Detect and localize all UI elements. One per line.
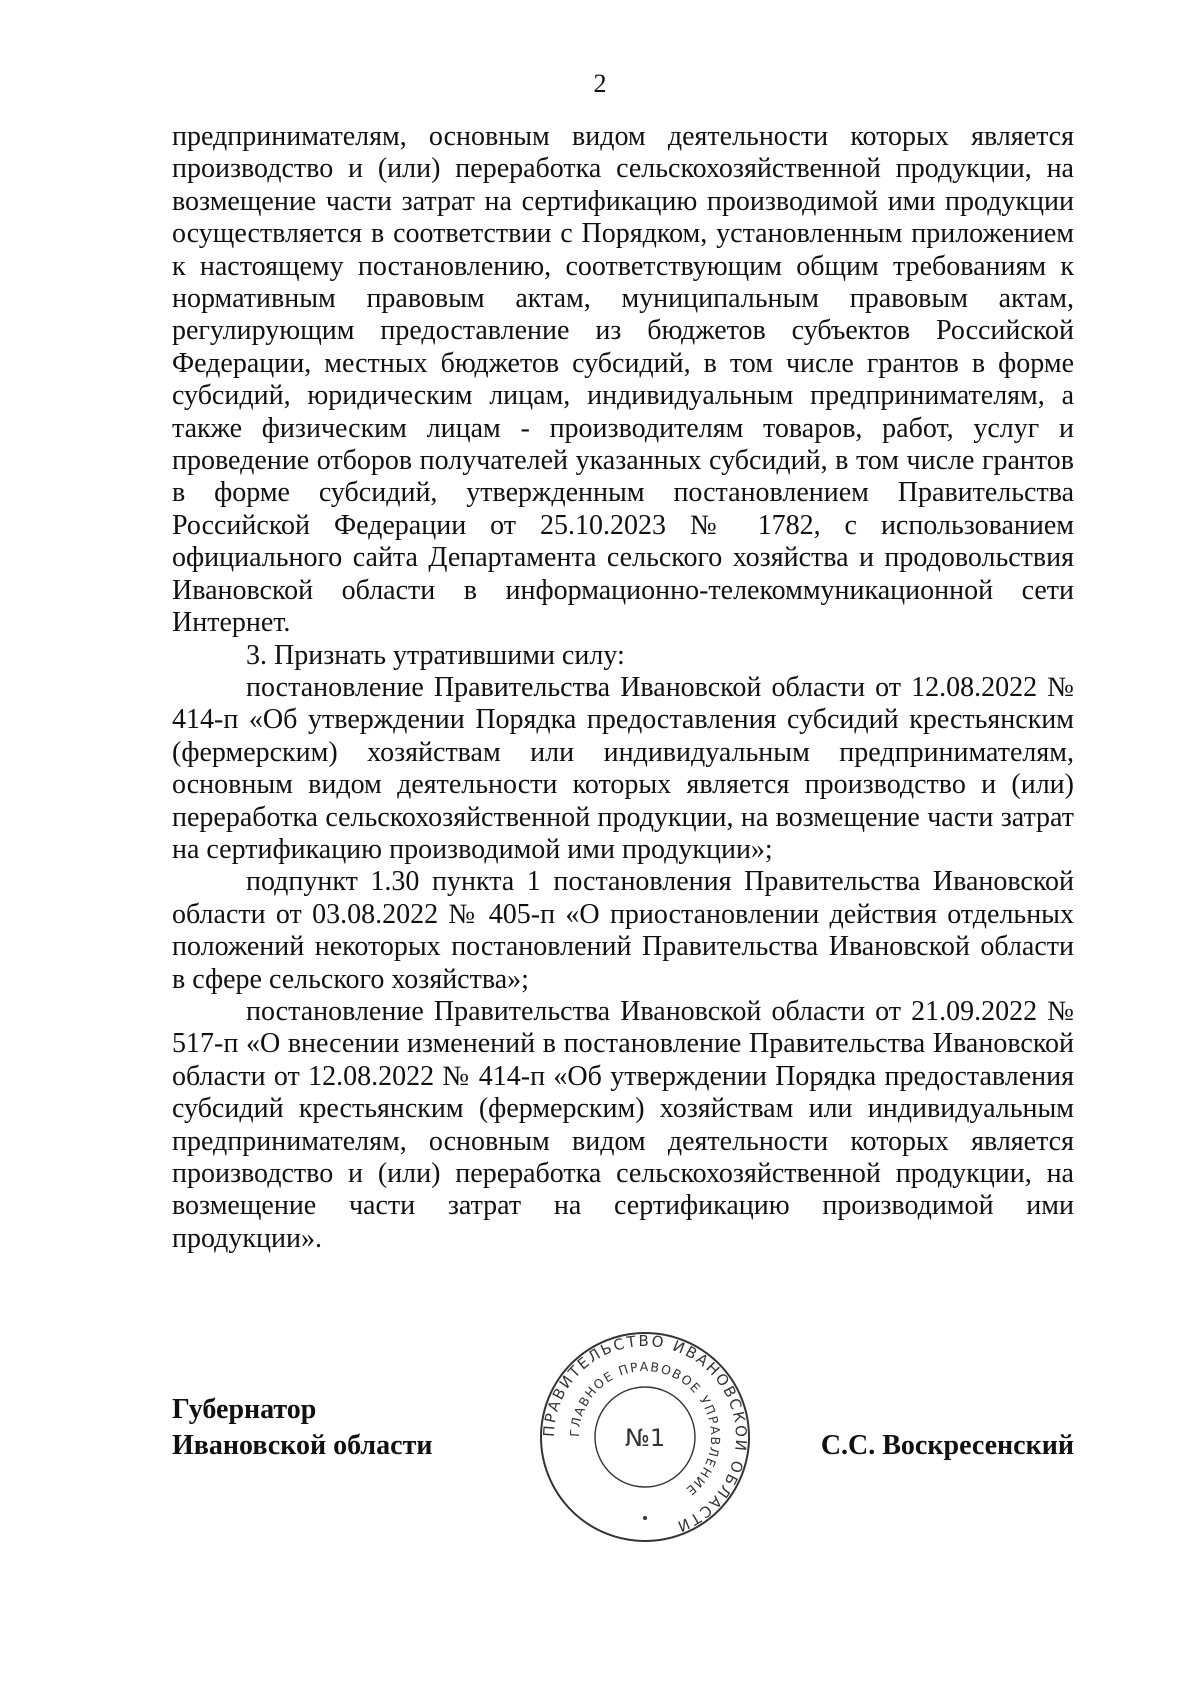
seal-inner-text-path: ГЛАВНОЕ ПРАВОВОЕ УПРАВЛЕНИЕ: [566, 1358, 724, 1500]
page-number: 2: [593, 69, 607, 98]
paragraph: 3. Признать утратившими силу:: [246, 639, 625, 671]
signatory-title: [172, 1392, 432, 1464]
signatory-title-line: Ивановской области: [172, 1430, 433, 1461]
paragraph: постановление Правительства Ивановской области от 12.08.2022 № 414-п «Об утверждении Порядка предоставления субсидий крестьянским (фермерским) хозяйствам или индивидуальным предпринимателям, основным видом деятельности которых является производство и (или) переработка сельскохозяйственной продукции, на возмещение части затрат на сертификацию производимой ими продукции»;: [172, 671, 1074, 865]
signatory-name: С.С. Воскресенский: [820, 1430, 1074, 1461]
official-seal-icon: [535, 1330, 755, 1545]
paragraph: предпринимателям, основным видом деятельности которых является производство и (или) переработка сельскохозяйственной продукции, на возмещение части затрат на сертификацию производимой ими продукции осуществляется в соответствии с Порядком, установленным приложением к настоящему постановлению, соответствующим общим требованиям к нормативным правовым актам, муниципальным правовым актам, регулирующим предоставление из бюджетов субъектов Российской Федерации, местных бюджетов субсидий, в том числе грантов в форме субсидий, юридическим лицам, индивидуальным предпринимателям, а также физическим лицам - производителям товаров, работ, услуг и проведение отборов получателей указанных субсидий, в том числе грантов в форме субсидий, утвержденным постановлением Правительства Российской Федерации от 25.10.2023 № 1782, с использованием официального сайта Департамента сельского хозяйства и продовольствия Ивановской области в информационно-телекоммуникационной сети Интернет.: [172, 121, 1074, 639]
seal-number: №1: [624, 1424, 666, 1452]
signatory-title-line: Губернатор: [172, 1394, 317, 1425]
paragraph: постановление Правительства Ивановской области от 21.09.2022 № 517-п «О внесении изменений в постановление Правительства Ивановской области от 12.08.2022 № 414-п «Об утверждении Порядка предоставления субсидий крестьянским (фермерским) хозяйствам или индивидуальным предпринимателям, основным видом деятельности которых является производство и (или) переработка сельскохозяйственной продукции, на возмещение части затрат на сертификацию производимой ими продукции».: [172, 995, 1074, 1254]
document-body: [172, 121, 1074, 1255]
seal-outer-text-path: ПРАВИТЕЛЬСТВО ИВАНОВСКОЙ ОБЛАСТИ: [539, 1331, 751, 1537]
paragraph: подпункт 1.30 пункта 1 постановления Правительства Ивановской области от 03.08.2022 № 405-п «О приостановлении действия отдельных положений некоторых постановлений Правительства Ивановской области в сфере сельского хозяйства»;: [172, 866, 1074, 995]
seal-dot: [643, 1516, 647, 1520]
